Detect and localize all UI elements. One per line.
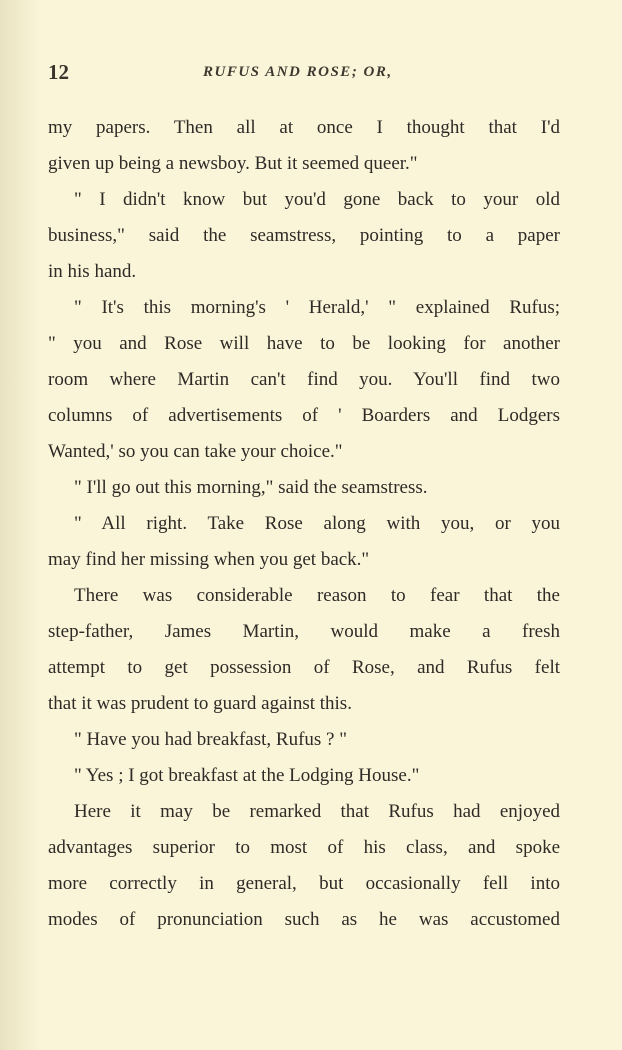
text-line: " Yes ; I got breakfast at the Lodging House." [74,765,420,786]
text-line: " I didn't know but you'd gone back to your old [74,189,560,210]
page-number: 12 [48,60,69,84]
text-line: Here it may be remarked that Rufus had enjoyed [74,801,560,822]
body-text [48,110,560,938]
text-line: my papers. Then all at once I thought that I'd [48,117,560,138]
running-title: RUFUS AND ROSE; OR, [203,64,393,80]
text-line: columns of advertisements of ' Boarders and Lodgers [48,405,560,426]
text-line: " It's this morning's ' Herald,' " explained Rufus; [74,297,560,318]
text-line: business," said the seamstress, pointing to a paper [48,225,560,246]
text-line: attempt to get possession of Rose, and Rufus felt [48,657,560,678]
text-line: modes of pronunciation such as he was accustomed [48,909,560,930]
text-line: room where Martin can't find you. You'll find two [48,369,560,390]
text-line: " All right. Take Rose along with you, or you [74,513,560,534]
text-line: advantages superior to most of his class, and spoke [48,837,560,858]
text-line: given up being a newsboy. But it seemed queer." [48,153,418,174]
text-line: may find her missing when you get back." [48,549,370,570]
text-line: that it was prudent to guard against this. [48,693,352,714]
text-line: in his hand. [48,261,137,282]
text-line: more correctly in general, but occasionally fell into [48,873,560,894]
text-line: Wanted,' so you can take your choice." [48,441,343,462]
text-line: " Have you had breakfast, Rufus ? " [74,729,347,750]
text-line: " you and Rose will have to be looking for another [48,333,560,354]
text-line: " I'll go out this morning," said the seamstress. [74,477,428,498]
running-head [48,60,560,90]
text-line: step-father, James Martin, would make a fresh [48,621,560,642]
text-line: There was considerable reason to fear that the [74,585,560,606]
